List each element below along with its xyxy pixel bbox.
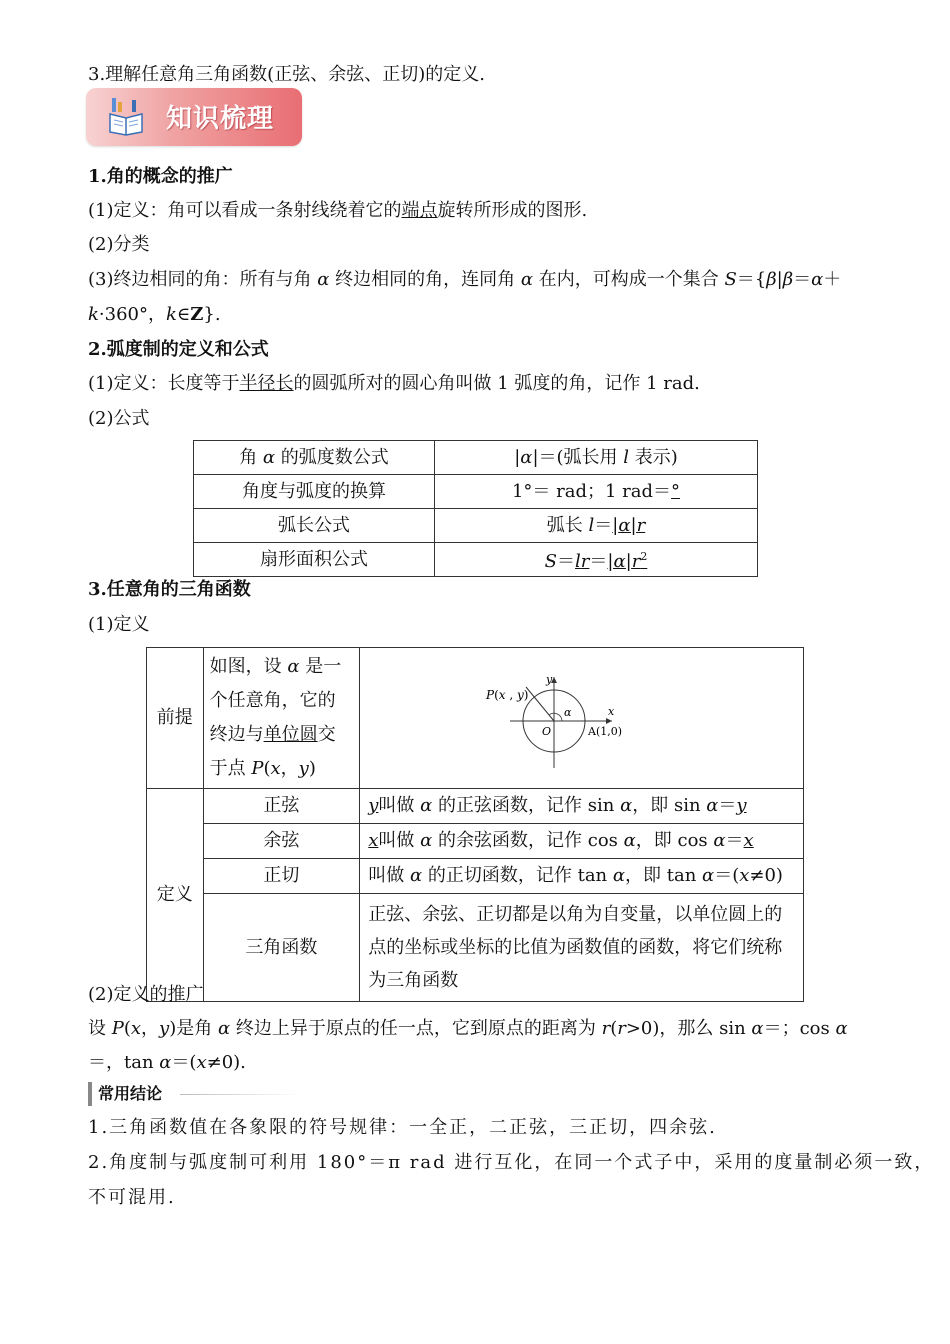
table-row: [194, 543, 758, 577]
tangent-label: 正切: [203, 859, 360, 894]
cosine-definition: x叫做 α 的余弦函数，记作 cos α，即 cos α＝x: [360, 824, 804, 859]
cosine-label: 余弦: [203, 824, 360, 859]
table-row: [147, 789, 804, 824]
table-cell: 弧长公式: [194, 509, 435, 543]
book-icon: [106, 96, 146, 136]
alpha-label: α: [563, 706, 572, 719]
radian-formula-table: [193, 440, 758, 577]
origin-label: O: [541, 725, 551, 738]
premise-text: 如图，设 α 是一 个任意角，它的 终边与单位圆交 于点 P(x，y): [203, 648, 360, 789]
conclusion-2-line1: 2.角度制与弧度制可利用 180°＝π rad 进行互化，在同一个式子中，采用的度量制必须一致，: [88, 1152, 935, 1173]
generalization-label: (2)定义的推广: [88, 984, 204, 1005]
table-row: [147, 894, 804, 1002]
y-axis-label: y: [545, 673, 552, 686]
premise-label: 前提: [147, 648, 204, 789]
radian-formula-label: (2)公式: [88, 408, 150, 429]
table-cell: 1°＝ rad；1 rad＝°: [435, 475, 758, 509]
table-cell: 角度与弧度的换算: [194, 475, 435, 509]
trig-function-label: 三角函数: [203, 894, 360, 1002]
table-cell: |α|＝(弧长用 l 表示): [435, 441, 758, 475]
table-cell: 扇形面积公式: [194, 543, 435, 577]
definition-label: 定义: [147, 789, 204, 1002]
common-conclusions-tag: 常用结论: [88, 1082, 162, 1106]
table-row: [194, 509, 758, 543]
conclusion-2-line2: 不可混用.: [88, 1187, 176, 1208]
generalization-line2: ＝，tan α＝(x≠0).: [88, 1052, 246, 1073]
angle-definition: (1)定义：角可以看成一条射线绕着它的端点旋转所形成的图形.: [88, 200, 588, 221]
objective-line: 3.理解任意角三角函数(正弦、余弦、正切)的定义.: [88, 64, 485, 85]
table-cell: $S=lr=|\alpha|r^2$: [435, 543, 758, 577]
radian-definition: (1)定义：长度等于半径长的圆弧所对的圆心角叫做 1 弧度的角，记作 1 rad.: [88, 373, 700, 394]
point-P-label: P(x , y): [485, 688, 529, 702]
sine-label: 正弦: [203, 789, 360, 824]
trig-function-description: 正弦、余弦、正切都是以角为自变量，以单位圆上的点的坐标或坐标的比值为函数值的函数，将它们统称为三角函数: [360, 894, 804, 1002]
section-banner: [86, 88, 302, 146]
terminal-side: [526, 687, 554, 721]
unit-circle-figure-cell: [360, 648, 804, 789]
tangent-definition: 叫做 α 的正切函数，记作 tan α，即 tan α＝(x≠0): [360, 859, 804, 894]
trig-definition-table: [146, 647, 804, 1002]
x-axis-arrow: [606, 718, 612, 724]
tag-divider: [180, 1094, 300, 1095]
coterminal-angle-line2: k·360°，k∈Z}.: [88, 304, 221, 325]
table-row: [194, 441, 758, 475]
table-row: [147, 648, 804, 789]
point-A-label: A(1,0): [587, 725, 622, 738]
heading-angle-generalization: 1.角的概念的推广: [88, 166, 233, 187]
trig-definition-label: (1)定义: [88, 614, 150, 635]
coterminal-angle-line1: (3)终边相同的角：所有与角 α 终边相同的角，连同角 α 在内，可构成一个集合 S＝{β|β＝α＋: [88, 269, 842, 290]
sine-definition: y叫做 α 的正弦函数，记作 sin α，即 sin α＝y: [360, 789, 804, 824]
banner-title: 知识梳理: [166, 104, 275, 134]
conclusion-1: 1.三角函数值在各象限的符号规律：一全正，二正弦，三正切，四余弦.: [88, 1117, 717, 1138]
table-row: [147, 859, 804, 894]
table-cell: 角 α 的弧度数公式: [194, 441, 435, 475]
table-cell: 弧长 l＝|α|r: [435, 509, 758, 543]
angle-classification: (2)分类: [88, 234, 150, 255]
heading-trig-functions: 3.任意角的三角函数: [88, 579, 251, 600]
unit-circle-figure: [482, 663, 682, 773]
table-row: [147, 824, 804, 859]
table-row: [194, 475, 758, 509]
heading-radian: 2.弧度制的定义和公式: [88, 339, 269, 360]
generalization-line1: 设 P(x，y)是角 α 终边上异于原点的任一点，它到原点的距离为 r(r>0)，那么 sin α＝；cos α: [88, 1018, 848, 1039]
x-axis-label: x: [607, 705, 614, 718]
